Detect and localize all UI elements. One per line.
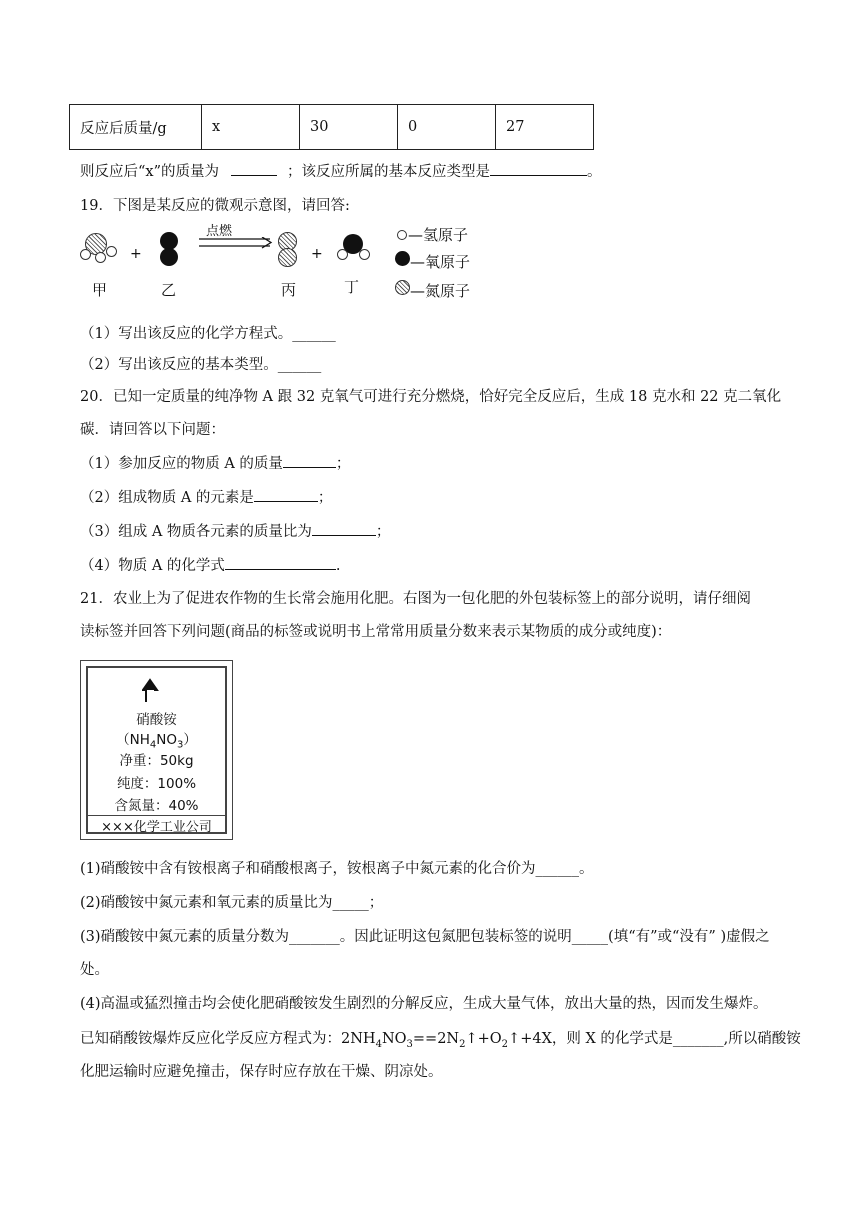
hydrogen-atom	[337, 249, 348, 260]
legend-oxygen-label: 氧原子	[425, 253, 471, 271]
q20-sub3-text: （3）组成 A 物质各元素的质量比为	[80, 524, 312, 540]
legend-dash: —	[410, 282, 425, 300]
fertilizer-label	[80, 660, 233, 840]
product-name: 硝酸铵	[136, 712, 177, 728]
species-label: 乙	[161, 281, 177, 299]
oxygen-atom	[160, 248, 178, 266]
hydrogen-atom	[95, 252, 106, 263]
hydrogen-atom	[80, 249, 91, 260]
row-label: 反应后质量/g	[70, 105, 202, 150]
purity: 纯度：100%	[116, 776, 197, 792]
q21-sub1: (1)硝酸铵中含有铵根离子和硝酸根离子，铵根离子中氮元素的化合价为______。	[80, 861, 594, 877]
q21-sub4-2: 已知硝酸铵爆炸反应化学反应方程式为：$2NH_4NO_3==2N_2↑+O_2↑+4X$，则 X 的化学式是_______,所以硝酸铵	[80, 1031, 801, 1050]
q20-stem-2: 碳．请回答以下问题：	[80, 422, 225, 438]
plus-sign: +	[130, 246, 142, 262]
q20-sub4-end: .	[335, 558, 341, 574]
q18-text: ；该反应所属的基本反应类型是	[287, 164, 491, 180]
answer-blank	[254, 488, 318, 502]
q20-sub1-text: （1）参加反应的物质 A 的质量	[80, 456, 283, 472]
legend-hydrogen-label: 氢原子	[423, 226, 469, 244]
q20-sub2	[80, 486, 332, 507]
table-cell: x	[202, 105, 300, 150]
q20-sub4	[80, 554, 341, 575]
answer-blank	[312, 522, 376, 536]
species-label: 甲	[92, 281, 108, 299]
q20-sub1	[80, 452, 350, 473]
q18-tail	[80, 160, 602, 181]
company-name: ×××化学工业公司	[88, 815, 225, 835]
reaction-arrow	[198, 237, 273, 251]
nitrogen-atom	[278, 248, 297, 267]
q20-stem-1: 20．已知一定质量的纯净物 A 跟 32 克氧气可进行充分燃烧，恰好完全反应后，生成 18 克水和 22 克二氧化	[80, 389, 782, 405]
q20-sub3	[80, 520, 390, 541]
q19-sub2: （2）写出该反应的基本类型。______	[80, 357, 322, 373]
table-cell: 0	[398, 105, 496, 150]
q21-stem-1: 21．农业上为了促进农作物的生长常会施用化肥。右图为一包化肥的外包装标签上的部分说明，请仔细阅	[80, 591, 751, 607]
q21-sub3-2: 处。	[80, 962, 109, 978]
legend-oxygen-icon	[395, 251, 410, 266]
q18-text: 。	[587, 164, 602, 180]
legend-dash: —	[410, 253, 425, 271]
q21-sub4-1: (4)高温或猛烈撞击均会使化肥硝酸铵发生剧烈的分解反应，生成大量气体，放出大量的热，因而发生爆炸。	[80, 996, 768, 1012]
hydrogen-atom	[359, 249, 370, 260]
answer-blank	[231, 162, 277, 176]
q21-sub3-1: (3)硝酸铵中氮元素的质量分数为_______。因此证明这包氮肥包装标签的说明_____(填“有”或“没有” )虚假之	[80, 929, 770, 945]
answer-blank	[225, 556, 336, 570]
q20-sub2-end: ；	[317, 490, 333, 506]
legend-dash: —	[408, 226, 423, 244]
net-weight: 净重：50kg	[119, 753, 194, 769]
nitrogen-content: 含氮量：40%	[114, 798, 199, 814]
mass-table	[69, 104, 594, 150]
species-label: 丙	[281, 281, 297, 299]
q21-sub2: (2)硝酸铵中氮元素和氧元素的质量比为_____；	[80, 895, 384, 911]
fertilizer-label-frame	[86, 666, 227, 834]
up-arrow-icon	[142, 678, 164, 704]
legend-nitrogen-label: 氮原子	[425, 282, 471, 300]
q20-sub3-end: ；	[375, 524, 391, 540]
table-cell: 27	[496, 105, 594, 150]
product-formula: $(NH_4NO_3)$	[116, 732, 197, 751]
q19-sub1: （1）写出该反应的化学方程式。______	[80, 326, 336, 342]
plus-sign: +	[311, 246, 323, 262]
q20-sub2-text: （2）组成物质 A 的元素是	[80, 490, 254, 506]
answer-blank	[283, 454, 336, 468]
species-label: 丁	[344, 278, 360, 296]
legend-nitrogen-icon	[395, 280, 410, 295]
q18-text: 则反应后“x”的质量为	[80, 164, 220, 180]
hydrogen-atom	[106, 246, 117, 257]
q21-stem-2: 读标签并回答下列问题(商品的标签或说明书上常常用质量分数来表示某物质的成分或纯度)：	[80, 624, 672, 640]
reaction-diagram	[76, 222, 496, 306]
legend-hydrogen-icon	[397, 230, 407, 240]
q21-sub4-3: 化肥运输时应避免撞击，保存时应存放在干燥、阴凉处。	[80, 1064, 443, 1080]
q20-sub1-end: ；	[335, 456, 351, 472]
q19-stem: 19．下图是某反应的微观示意图，请回答:	[80, 198, 350, 214]
table-cell: 30	[300, 105, 398, 150]
answer-blank	[490, 162, 587, 176]
arrow-condition: 点燃	[206, 224, 233, 239]
table-row	[70, 105, 594, 150]
q20-sub4-text: （4）物质 A 的化学式	[80, 558, 225, 574]
